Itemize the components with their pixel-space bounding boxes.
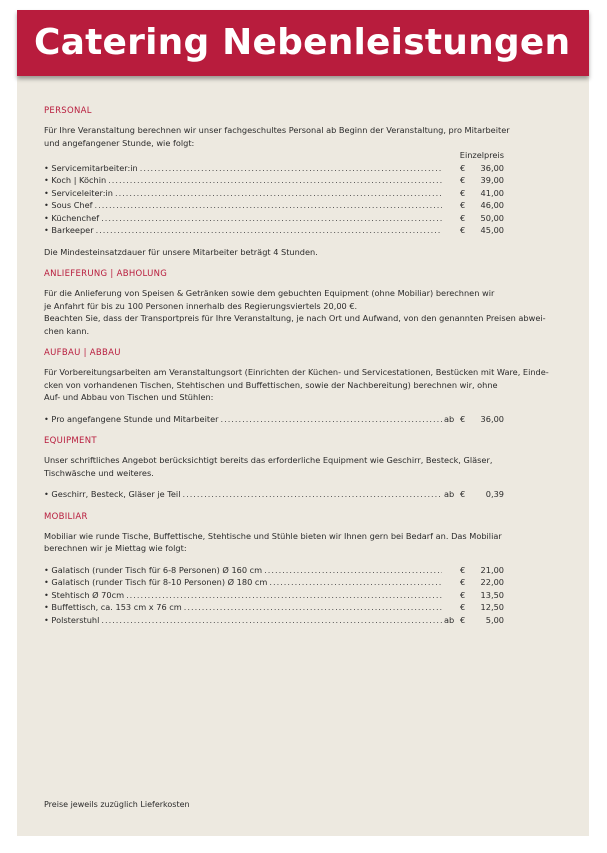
equipment-text-line: Tischwäsche und weiteres. xyxy=(44,467,154,478)
price-row xyxy=(44,413,504,426)
price-value: 0,39 xyxy=(485,489,504,499)
section-title-anlieferung: ANLIEFERUNG | ABHOLUNG xyxy=(44,269,168,279)
price-row xyxy=(44,212,504,225)
mobiliar-text-line: berechnen wir je Miettag wie folgt: xyxy=(44,543,187,553)
column-header-einzelpreis: Einzelpreis xyxy=(459,150,504,160)
anlieferung-text-line: Beachten Sie, dass der Transportpreis für Ihre Veranstaltung, je nach Ort und Aufwand, von den genannten Preisen abwei- xyxy=(44,313,546,323)
price-value: 13,50 xyxy=(480,589,504,600)
price-row xyxy=(44,576,504,589)
price-value: 41,00 xyxy=(480,187,504,198)
currency-symbol: € xyxy=(460,589,466,600)
currency-symbol: € xyxy=(460,200,466,210)
dot-leader xyxy=(96,224,442,237)
price-value: 50,00 xyxy=(480,212,504,223)
aufbau-price-list xyxy=(44,413,564,426)
price-prefix: ab xyxy=(444,489,455,499)
price-row-label: • Servicemitarbeiter:in xyxy=(44,162,138,173)
price-row-label: • Serviceleiter:in xyxy=(44,187,113,198)
anlieferung-text-line: je Anfahrt für bis zu 100 Personen innerhalb des Regierungsviertels 20,00 €. xyxy=(44,300,358,311)
price-row-label: • Galatisch (runder Tisch für 8-10 Personen) Ø 180 cm xyxy=(44,577,268,587)
dot-leader xyxy=(264,564,442,577)
page-title: Catering Nebenleistungen xyxy=(34,22,571,63)
section-title-equipment: EQUIPMENT xyxy=(44,436,97,446)
personal-note: Die Mindesteinsatzdauer für unsere Mitarbeiter beträgt 4 Stunden. xyxy=(44,246,318,257)
price-value: 39,00 xyxy=(480,175,504,185)
dot-leader xyxy=(140,162,442,175)
dot-leader xyxy=(101,212,442,225)
price-row-label: • Sous Chef xyxy=(44,200,93,210)
mobiliar-text-line: Mobiliar wie runde Tische, Buffettische, Stehtische und Stühle bieten wir Ihnen gern bei Bedarf an. Das Mobiliar xyxy=(44,530,502,541)
price-value: 36,00 xyxy=(480,162,504,173)
currency-symbol: € xyxy=(460,577,466,587)
dot-leader xyxy=(182,488,442,501)
price-value: 5,00 xyxy=(485,614,504,625)
dot-leader xyxy=(101,614,442,627)
section-title-mobiliar: MOBILIAR xyxy=(44,511,88,522)
price-row-label: • Koch | Köchin xyxy=(44,175,107,185)
price-row-label: • Küchenchef xyxy=(44,212,100,223)
price-row xyxy=(44,564,504,577)
section-aufbau xyxy=(44,346,564,425)
section-anlieferung xyxy=(44,267,564,337)
dot-leader xyxy=(269,576,442,589)
equipment-price-list xyxy=(44,488,564,501)
dot-leader xyxy=(108,174,442,187)
price-row xyxy=(44,199,504,212)
price-row xyxy=(44,488,504,501)
currency-symbol: € xyxy=(460,225,466,235)
price-prefix: ab xyxy=(444,413,455,424)
currency-symbol: € xyxy=(460,602,466,612)
equipment-text-line: Unser schriftliches Angebot berücksichtigt bereits das erforderliche Equipment wie Geschirr, Besteck, Gläser, xyxy=(44,455,493,465)
title-banner xyxy=(17,10,589,76)
price-row xyxy=(44,601,504,614)
section-title-aufbau: AUFBAU | ABBAU xyxy=(44,348,121,358)
price-row xyxy=(44,614,504,627)
currency-symbol: € xyxy=(460,175,466,185)
section-personal xyxy=(44,104,564,258)
price-row xyxy=(44,174,504,187)
section-equipment xyxy=(44,434,564,501)
price-value: 12,50 xyxy=(480,602,504,612)
currency-symbol: € xyxy=(460,489,466,499)
currency-symbol: € xyxy=(460,212,466,223)
dot-leader xyxy=(115,187,442,200)
price-prefix: ab xyxy=(444,614,455,625)
price-value: 36,00 xyxy=(480,413,504,424)
content xyxy=(44,104,564,626)
personal-price-list xyxy=(44,162,564,237)
currency-symbol: € xyxy=(460,564,466,575)
price-row-label: • Stehtisch Ø 70cm xyxy=(44,589,125,600)
price-value: 21,00 xyxy=(480,564,504,575)
dot-leader xyxy=(126,589,442,602)
price-row-label: • Galatisch (runder Tisch für 6-8 Personen) Ø 160 cm xyxy=(44,564,263,575)
price-row xyxy=(44,224,504,237)
anlieferung-text-line: Für die Anlieferung von Speisen & Getränken sowie dem gebuchten Equipment (ohne Mobiliar) berechnen wir xyxy=(44,288,495,298)
anlieferung-text-line: chen kann. xyxy=(44,325,90,336)
price-row-label: • Pro angefangene Stunde und Mitarbeiter xyxy=(44,413,219,424)
dot-leader xyxy=(184,601,442,614)
price-row-label: • Barkeeper xyxy=(44,225,94,235)
personal-intro-line: Für Ihre Veranstaltung berechnen wir unser fachgeschultes Personal ab Beginn der Veranstaltung, pro Mitarbeiter xyxy=(44,125,510,135)
personal-intro-line: und angefangener Stunde, wie folgt: xyxy=(44,137,195,148)
currency-symbol: € xyxy=(460,614,466,625)
price-row-label: • Buffettisch, ca. 153 cm x 76 cm xyxy=(44,602,182,612)
section-title-personal: PERSONAL xyxy=(44,106,92,116)
currency-symbol: € xyxy=(460,413,466,424)
price-value: 45,00 xyxy=(480,225,504,235)
mobiliar-price-list xyxy=(44,564,564,627)
section-mobiliar xyxy=(44,510,564,627)
price-row xyxy=(44,589,504,602)
price-row-label: • Polsterstuhl xyxy=(44,614,100,625)
price-row xyxy=(44,187,504,200)
price-value: 22,00 xyxy=(480,577,504,587)
dot-leader xyxy=(220,413,442,426)
price-value: 46,00 xyxy=(480,200,504,210)
footer-note: Preise jeweils zuzüglich Lieferkosten xyxy=(44,800,190,809)
currency-symbol: € xyxy=(460,162,466,173)
dot-leader xyxy=(95,199,442,212)
aufbau-text-line: Für Vorbereitungsarbeiten am Veranstaltungsort (Einrichten der Küchen- und Servicestationen, Bestücken mit Ware, Einde- xyxy=(44,367,549,377)
aufbau-text-line: Auf- und Abbau von Tischen und Stühlen: xyxy=(44,392,214,402)
currency-symbol: € xyxy=(460,187,466,198)
aufbau-text-line: cken von vorhandenen Tischen, Stehtischen und Buffettischen, sowie der Nachbereitung) berechnen wir, ohne xyxy=(44,379,498,390)
personal-intro xyxy=(44,124,564,149)
price-row xyxy=(44,162,504,175)
price-row-label: • Geschirr, Besteck, Gläser je Teil xyxy=(44,489,181,499)
